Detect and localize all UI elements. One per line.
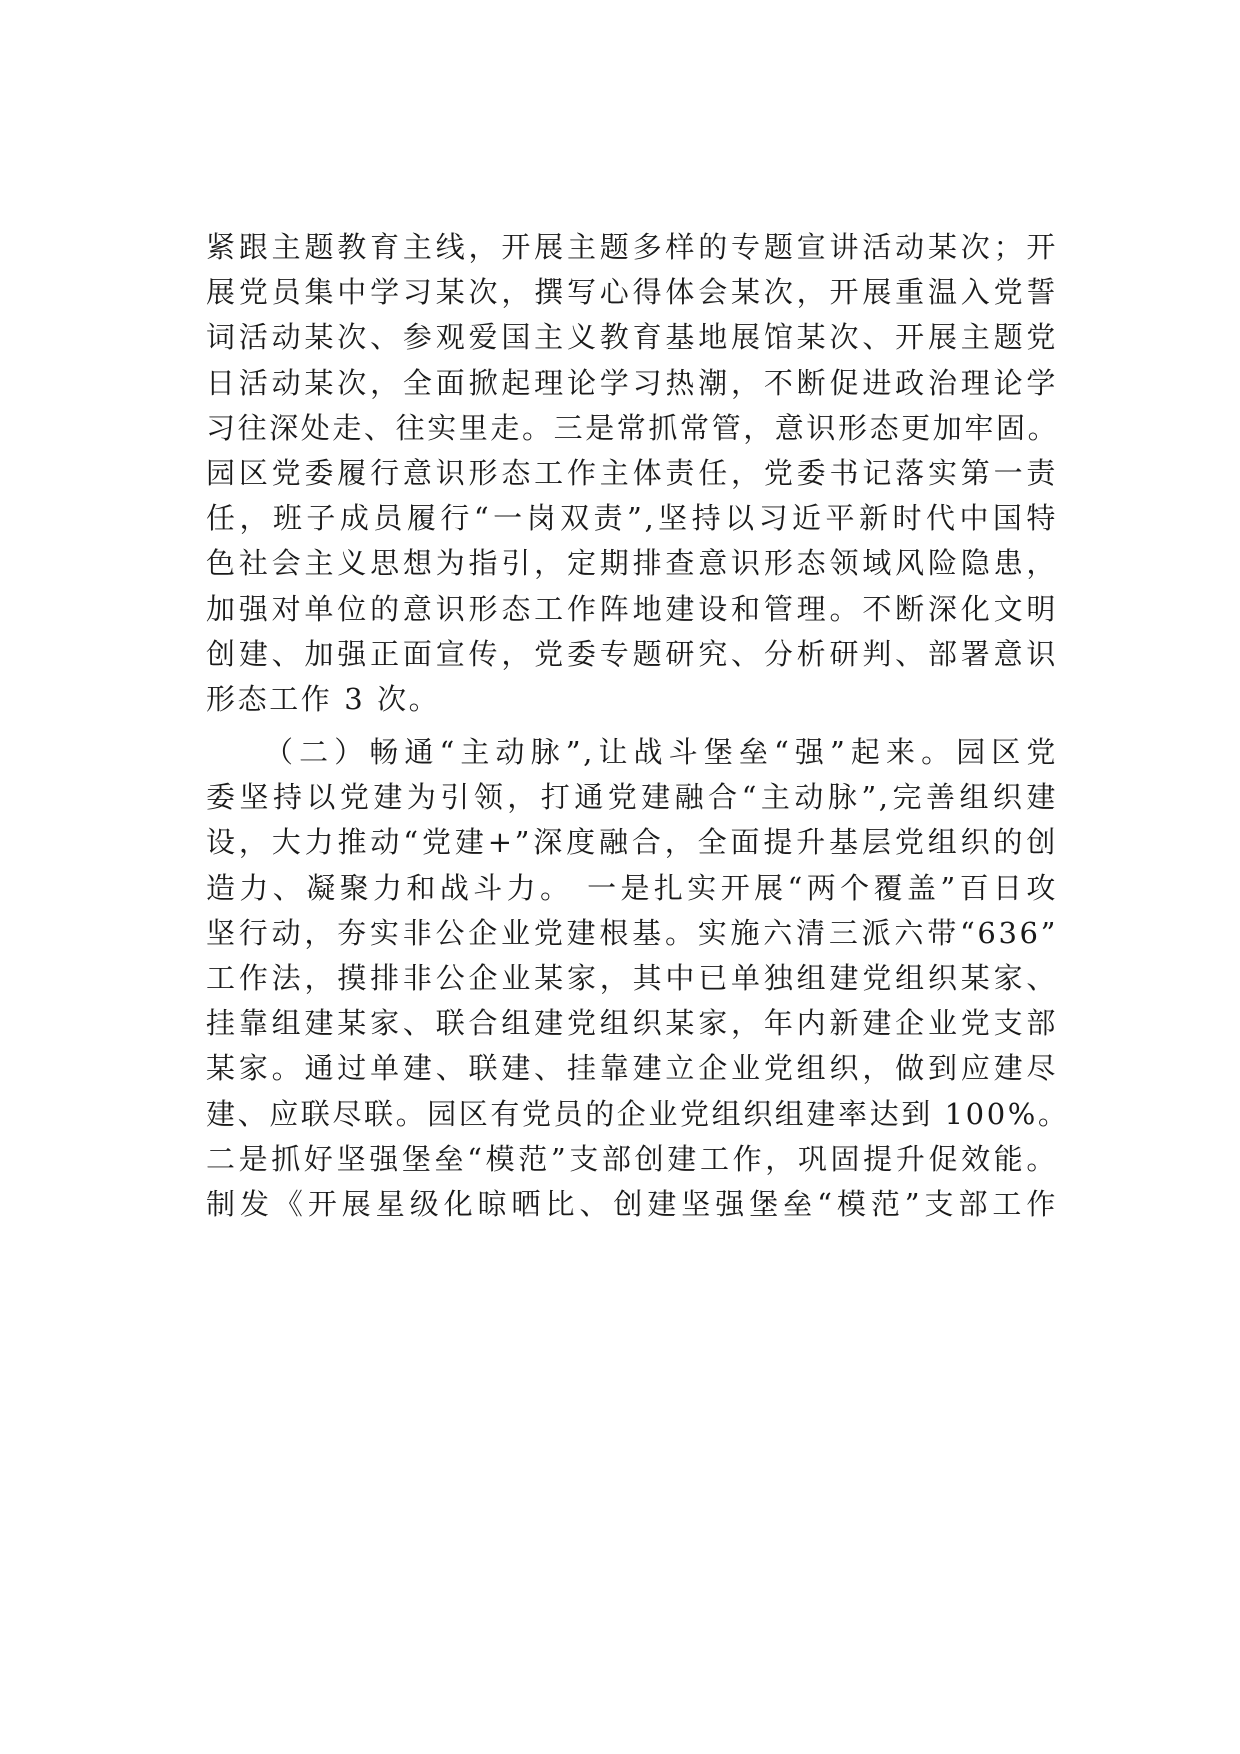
text-line: 任，班子成员履行“一岗双责”,坚持以习近平新时代中国特 [206, 501, 1058, 536]
text-line: 色社会主义思想为指引，定期排查意识形态领域风险隐患， [206, 546, 1058, 581]
text-line: 展党员集中学习某次，撰写心得体会某次，开展重温入党誓 [206, 275, 1058, 310]
text-line: （二）畅通“主动脉”,让战斗堡垒“强”起来。园区党 [264, 735, 1058, 770]
document-body [206, 225, 1070, 1227]
text-line: 日活动某次，全面掀起理论学习热潮，不断促进政治理论学 [206, 365, 1058, 400]
paragraph-2 [206, 730, 1070, 1227]
text-line: 词活动某次、参观爱国主义教育基地展馆某次、开展主题党 [206, 320, 1058, 355]
text-line: 形态工作 3 次。 [206, 681, 441, 716]
text-line: 坚行动，夯实非公企业党建根基。实施六清三派六带“636” [206, 915, 1058, 950]
text-line: 工作法，摸排非公企业某家，其中已单独组建党组织某家、 [206, 961, 1058, 995]
text-line: 委坚持以党建为引领，打通党建融合“主动脉”,完善组织建 [206, 780, 1058, 815]
text-line: 造力、凝聚力和战斗力。 一是扎实开展“两个覆盖”百日攻 [206, 870, 1058, 905]
text-line: 园区党委履行意识形态工作主体责任，党委书记落实第一责 [206, 455, 1058, 490]
text-line: 制发《开展星级化晾晒比、创建坚强堡垒“模范”支部工作 [206, 1186, 1058, 1221]
text-line: 设，大力推动“党建+”深度融合，全面提升基层党组织的创 [206, 825, 1058, 860]
text-line: 建、应联尽联。园区有党员的企业党组织组建率达到 100%。 [206, 1096, 1070, 1131]
text-line: 习往深处走、往实里走。三是常抓常管，意识形态更加牢固。 [206, 410, 1060, 445]
paragraph-1 [206, 225, 1058, 722]
paragraph-gap [206, 722, 1058, 730]
text-line: 紧跟主题教育主线，开展主题多样的专题宣讲活动某次；开 [206, 230, 1058, 264]
text-line: 加强对单位的意识形态工作阵地建设和管理。不断深化文明 [206, 591, 1058, 626]
text-line: 挂靠组建某家、联合组建党组织某家，年内新建企业党支部 [206, 1006, 1058, 1041]
text-line: 创建、加强正面宣传，党委专题研究、分析研判、部署意识 [206, 636, 1058, 671]
text-line: 二是抓好坚强堡垒“模范”支部创建工作，巩固提升促效能。 [206, 1141, 1058, 1176]
text-line: 某家。通过单建、联建、挂靠建立企业党组织，做到应建尽 [206, 1051, 1058, 1086]
